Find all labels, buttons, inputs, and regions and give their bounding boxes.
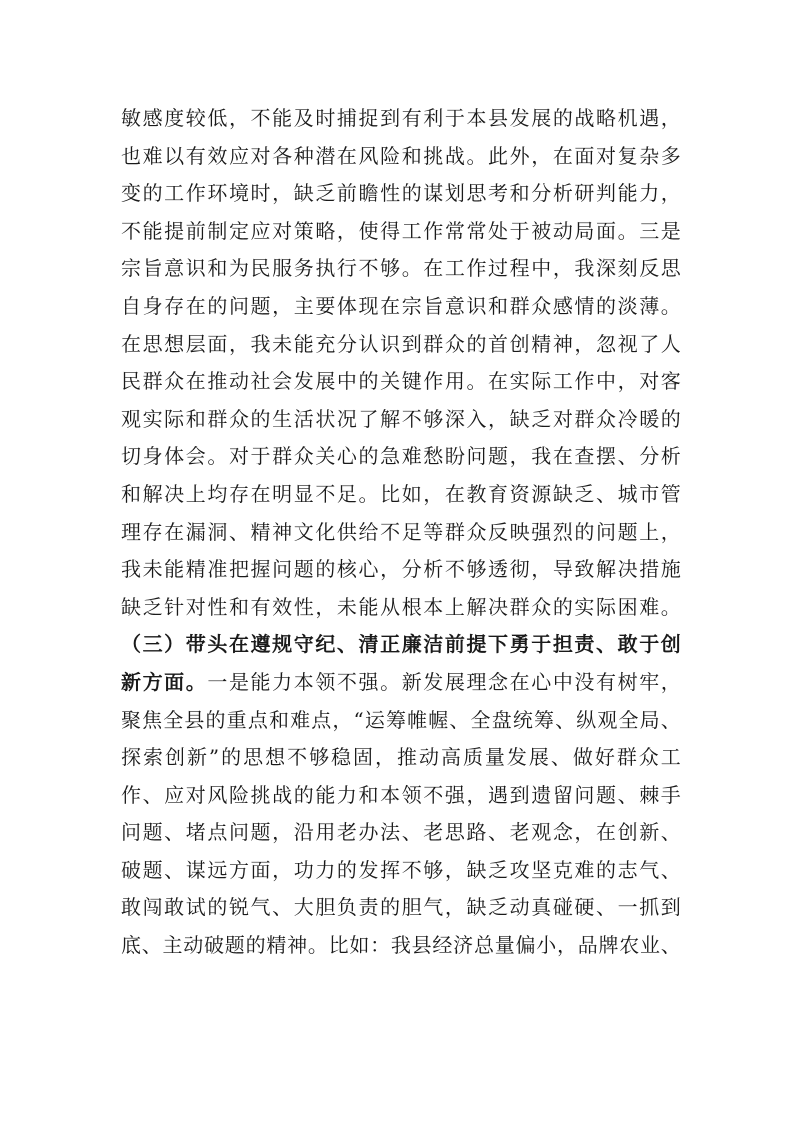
body-text — [121, 100, 681, 965]
section-heading-tail: 新方面。 — [121, 669, 208, 694]
text-line: 民群众在推动社会发展中的关键作用。在实际工作中，对客 — [121, 369, 681, 394]
text-line: 作、应对风险挑战的能力和本领不强，遇到遗留问题、棘手 — [121, 782, 681, 807]
text-line: 变的工作环境时，缺乏前瞻性的谋划思考和分析研判能力， — [121, 181, 681, 206]
text-line: 自身存在的问题，主要体现在宗旨意识和群众感情的淡薄。 — [121, 293, 681, 318]
text-line: 也难以有效应对各种潜在风险和挑战。此外，在面对复杂多 — [121, 143, 681, 168]
text-line: 缺乏针对性和有效性，未能从根本上解决群众的实际困难。 — [121, 594, 681, 619]
text-line: 问题、堵点问题，沿用老办法、老思路、老观念，在创新、 — [121, 820, 681, 845]
section-heading: （三）带头在遵规守纪、清正廉洁前提下勇于担责、敢于创 — [121, 632, 681, 657]
text-line: 观实际和群众的生活状况了解不够深入，缺乏对群众冷暖的 — [121, 406, 681, 431]
text-line: 敢闯敢试的锐气、大胆负责的胆气，缺乏动真碰硬、一抓到 — [121, 895, 681, 920]
text-line: 敏感度较低，不能及时捕捉到有利于本县发展的战略机遇， — [121, 106, 681, 130]
text-line: 破题、谋远方面，功力的发挥不够，缺乏攻坚克难的志气、 — [121, 857, 681, 882]
section-heading-continuation — [121, 664, 681, 702]
text-line: 聚焦全县的重点和难点，“运筹帷幄、全盘统筹、纵观全局、 — [121, 707, 681, 732]
text-line: 理存在漏洞、精神文化供给不足等群众反映强烈的问题上， — [121, 519, 681, 544]
text-line: 在思想层面，我未能充分认识到群众的首创精神，忽视了人 — [121, 331, 681, 356]
section-first-sentence: 一是能力本领不强。新发展理念在心中没有树牢， — [207, 669, 681, 694]
text-line: 底、主动破题的精神。比如：我县经济总量偏小，品牌农业、 — [121, 933, 681, 958]
text-line: 和解决上均存在明显不足。比如，在教育资源缺乏、城市管 — [121, 481, 681, 506]
text-line: 探索创新”的思想不够稳固，推动高质量发展、做好群众工 — [121, 745, 681, 770]
text-line: 切身体会。对于群众关心的急难愁盼问题，我在查摆、分析 — [121, 444, 681, 469]
text-line: 不能提前制定应对策略，使得工作常常处于被动局面。三是 — [121, 218, 681, 243]
text-line: 宗旨意识和为民服务执行不够。在工作过程中，我深刻反思 — [121, 256, 681, 281]
text-line: 我未能精准把握问题的核心，分析不够透彻，导致解决措施 — [121, 557, 681, 582]
